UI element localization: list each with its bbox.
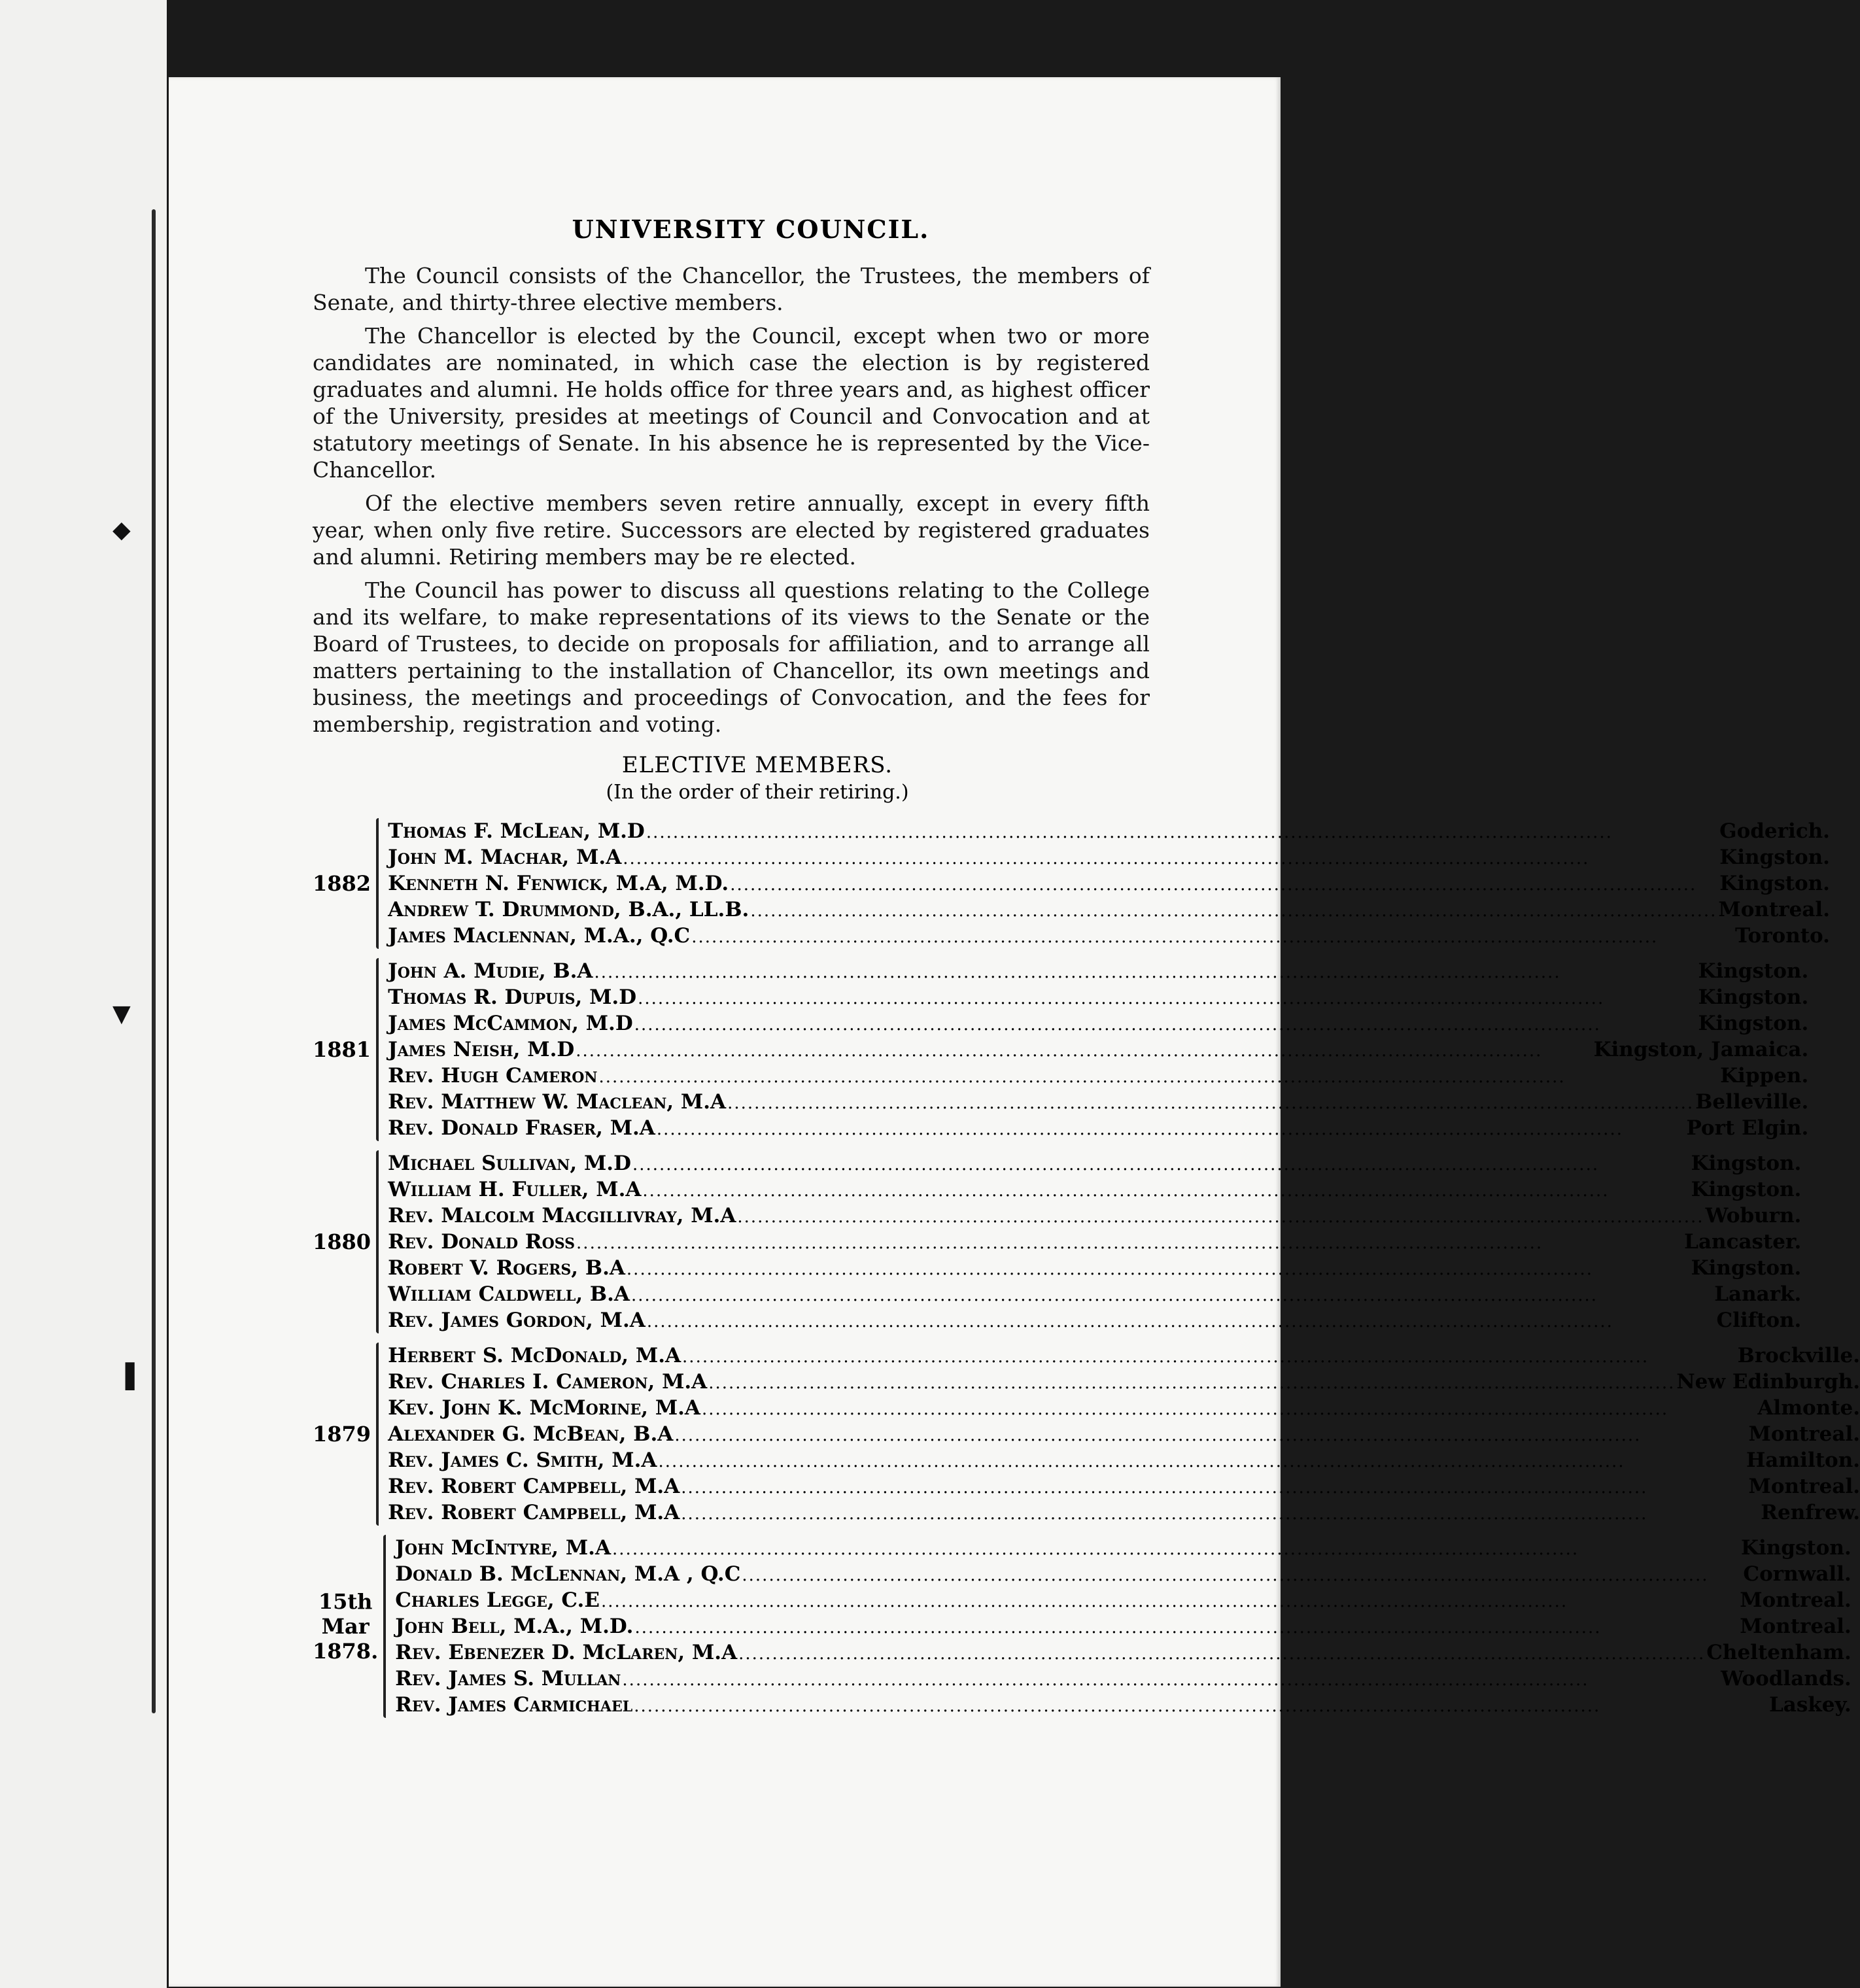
member-place: Woburn. bbox=[1705, 1204, 1802, 1227]
member-row bbox=[388, 923, 1830, 949]
member-name: Rev. Ebenezer D. McLaren, M.A bbox=[395, 1641, 738, 1664]
member-place: Goderich. bbox=[1719, 819, 1830, 843]
dot-leader bbox=[634, 1012, 1697, 1038]
dot-leader bbox=[646, 819, 1718, 846]
member-place: Woodlands. bbox=[1721, 1667, 1851, 1690]
member-row bbox=[388, 1229, 1801, 1255]
member-name: Michael Sullivan, M.D bbox=[388, 1152, 631, 1175]
dot-leader bbox=[681, 1475, 1747, 1501]
page-content bbox=[313, 214, 1860, 1727]
dot-leader bbox=[750, 898, 1717, 924]
paragraph: The Chancellor is elected by the Council, except when two or more candidates are nominated, in which case the election is by registered graduates and alumni. He holds office for three years and, as highest officer of the University, presides at meetings of Council and Convocation and at statutory meetings of Senate. In his absence he is represented by the Vice-Chancellor. bbox=[313, 323, 1150, 483]
member-place: Kingston. bbox=[1741, 1536, 1851, 1560]
member-name: William H. Fuller, M.A bbox=[388, 1178, 642, 1201]
member-place: Cornwall. bbox=[1743, 1562, 1851, 1586]
paragraph: The Council consists of the Chancellor, the Trustees, the members of Senate, and thirty-three elective members. bbox=[313, 263, 1150, 315]
member-place: Hamilton. bbox=[1746, 1448, 1860, 1472]
previous-page-strip bbox=[0, 0, 167, 1988]
member-place: Belleville. bbox=[1695, 1090, 1809, 1114]
dot-leader bbox=[737, 1204, 1704, 1230]
member-name: John M. Machar, M.A bbox=[388, 846, 622, 869]
elective-members-note: (In the order of their retiring.) bbox=[606, 781, 909, 804]
dot-leader bbox=[631, 1282, 1713, 1309]
page-title: UNIVERSITY COUNCIL. bbox=[572, 214, 930, 244]
dot-leader bbox=[681, 1501, 1759, 1527]
member-row bbox=[388, 984, 1808, 1010]
member-row bbox=[395, 1639, 1851, 1666]
dot-leader bbox=[727, 1090, 1694, 1116]
member-row bbox=[395, 1587, 1851, 1613]
member-name: James Maclennan, M.A., Q.C bbox=[388, 924, 691, 948]
member-row bbox=[388, 1473, 1860, 1500]
document-page bbox=[169, 77, 1860, 1987]
member-name: William Caldwell, B.A bbox=[388, 1282, 630, 1306]
dot-leader bbox=[627, 1256, 1690, 1282]
member-row bbox=[388, 1063, 1808, 1089]
dot-leader bbox=[674, 1422, 1747, 1448]
member-row bbox=[388, 1281, 1801, 1307]
page-mark: ◆ bbox=[112, 517, 131, 543]
member-row bbox=[388, 844, 1830, 870]
retiring-year: 1880 bbox=[313, 1229, 371, 1254]
member-place: Montreal. bbox=[1748, 1475, 1860, 1498]
dot-leader bbox=[599, 1064, 1719, 1090]
dot-leader bbox=[647, 1309, 1715, 1335]
member-name: John Bell, M.A., M.D. bbox=[395, 1615, 634, 1638]
member-place: Kingston. bbox=[1691, 1256, 1802, 1280]
dot-leader bbox=[612, 1536, 1740, 1562]
dot-leader bbox=[622, 1667, 1719, 1693]
brace-bracket bbox=[376, 1150, 379, 1333]
member-row bbox=[388, 1255, 1801, 1281]
page-mark: ▼ bbox=[112, 1001, 131, 1027]
binding-edge bbox=[152, 209, 156, 1713]
member-group bbox=[313, 958, 1809, 1141]
member-group bbox=[313, 1535, 1851, 1718]
member-place: Kingston. bbox=[1698, 985, 1809, 1009]
dot-leader bbox=[742, 1562, 1742, 1588]
member-name: Kenneth N. Fenwick, M.A, M.D. bbox=[388, 872, 729, 895]
member-row bbox=[388, 1010, 1808, 1037]
dot-leader bbox=[576, 1038, 1592, 1064]
member-name: Rev. James S. Mullan bbox=[395, 1667, 621, 1690]
member-row bbox=[388, 870, 1830, 897]
member-row bbox=[388, 1307, 1801, 1333]
dot-leader bbox=[658, 1448, 1745, 1475]
member-place: Cheltenham. bbox=[1706, 1641, 1851, 1664]
member-name: James McCammon, M.D bbox=[388, 1012, 633, 1035]
member-name: Thomas F. McLean, M.D bbox=[388, 819, 645, 843]
brace-bracket bbox=[383, 1535, 386, 1718]
member-name: Rev. Donald Ross bbox=[388, 1230, 576, 1254]
member-place: Kingston. bbox=[1719, 872, 1830, 895]
member-group bbox=[313, 1343, 1860, 1526]
member-row bbox=[388, 897, 1830, 923]
dot-leader bbox=[738, 1641, 1705, 1667]
member-row bbox=[388, 1343, 1860, 1369]
member-row bbox=[388, 818, 1830, 844]
member-place: Brockville. bbox=[1737, 1344, 1860, 1367]
member-place: Kingston. bbox=[1691, 1178, 1802, 1201]
retiring-year: 1882 bbox=[313, 871, 371, 896]
member-name: Rev. Robert Campbell, M.A bbox=[388, 1501, 680, 1524]
member-place: Kingston. bbox=[1698, 959, 1809, 983]
member-place: Laskey. bbox=[1768, 1693, 1851, 1717]
paragraph: The Council has power to discuss all questions relating to the College and its welfare, to make representations of its views to the Senate or the Board of Trustees, to decide on proposals for affiliation, and to arrange all matters pertaining to the installation of Chancellor, its own meetings and business, the meetings and proceedings of Convocation, and the fees for membership, registration and voting. bbox=[313, 577, 1150, 737]
member-row bbox=[395, 1561, 1851, 1587]
member-name: Charles Legge, C.E bbox=[395, 1588, 600, 1612]
member-name: John McIntyre, M.A bbox=[395, 1536, 611, 1560]
dot-leader bbox=[657, 1116, 1685, 1142]
dot-leader bbox=[634, 1615, 1738, 1641]
member-name: Alexander G. McBean, B.A bbox=[388, 1422, 674, 1446]
member-name: Rev. Malcolm Macgillivray, M.A bbox=[388, 1204, 736, 1227]
dot-leader bbox=[634, 1693, 1768, 1719]
member-list bbox=[395, 1535, 1851, 1718]
intro-paragraphs bbox=[313, 262, 1150, 738]
dot-leader bbox=[632, 1152, 1690, 1178]
member-name: Kev. John K. McMorine, M.A bbox=[388, 1396, 700, 1420]
member-name: Thomas R. Dupuis, M.D bbox=[388, 985, 637, 1009]
member-place: Lanark. bbox=[1714, 1282, 1802, 1306]
member-row bbox=[388, 1037, 1808, 1063]
member-row bbox=[388, 1115, 1808, 1141]
member-place: Montreal. bbox=[1740, 1615, 1851, 1638]
brace-bracket bbox=[376, 818, 379, 949]
member-name: Donald B. McLennan, M.A , Q.C bbox=[395, 1562, 741, 1586]
member-name: Rev. James Gordon, M.A bbox=[388, 1309, 646, 1332]
dot-leader bbox=[601, 1588, 1738, 1615]
dot-leader bbox=[638, 985, 1696, 1012]
member-row bbox=[388, 1369, 1860, 1395]
brace-bracket bbox=[376, 958, 379, 1141]
member-row bbox=[388, 1150, 1801, 1176]
member-list bbox=[388, 1343, 1860, 1526]
member-name: Rev. Charles I. Cameron, M.A bbox=[388, 1370, 708, 1394]
member-row bbox=[395, 1692, 1851, 1718]
page-mark: ▌ bbox=[126, 1363, 144, 1390]
dot-leader bbox=[730, 872, 1718, 898]
dot-leader bbox=[623, 846, 1718, 872]
member-place: Montreal. bbox=[1748, 1422, 1860, 1446]
retiring-year: 15th Mar 1878. bbox=[313, 1589, 379, 1664]
member-row bbox=[388, 1500, 1860, 1526]
member-name: Rev. Robert Campbell, M.A bbox=[388, 1475, 680, 1498]
retiring-year: 1881 bbox=[313, 1037, 371, 1062]
member-name: John A. Mudie, B.A bbox=[388, 959, 593, 983]
member-list bbox=[388, 958, 1808, 1141]
dot-leader bbox=[576, 1230, 1683, 1256]
brace-bracket bbox=[376, 1343, 379, 1526]
member-row bbox=[395, 1613, 1851, 1639]
dot-leader bbox=[708, 1370, 1675, 1396]
member-list bbox=[388, 1150, 1801, 1333]
dot-leader bbox=[682, 1344, 1736, 1370]
member-name: Herbert S. McDonald, M.A bbox=[388, 1344, 681, 1367]
member-row bbox=[388, 1203, 1801, 1229]
member-place: Renfrew. bbox=[1761, 1501, 1860, 1524]
member-place: Kingston. bbox=[1691, 1152, 1802, 1175]
member-place: Montreal. bbox=[1718, 898, 1830, 921]
member-row bbox=[395, 1666, 1851, 1692]
member-place: Kingston. bbox=[1719, 846, 1830, 869]
member-name: Andrew T. Drummond, B.A., LL.B. bbox=[388, 898, 749, 921]
member-place: Montreal. bbox=[1740, 1588, 1851, 1612]
member-groups bbox=[313, 818, 1860, 1718]
member-row bbox=[388, 1421, 1860, 1447]
member-group bbox=[313, 1150, 1802, 1333]
dot-leader bbox=[691, 924, 1734, 950]
member-row bbox=[388, 1395, 1860, 1421]
member-row bbox=[388, 958, 1808, 984]
member-place: Kippen. bbox=[1720, 1064, 1809, 1088]
member-name: Rev. Hugh Cameron bbox=[388, 1064, 598, 1088]
member-place: New Edinburgh. bbox=[1676, 1370, 1860, 1394]
member-name: Rev. James Carmichael bbox=[395, 1693, 633, 1717]
member-place: Toronto. bbox=[1735, 924, 1830, 948]
member-place: Kingston. bbox=[1698, 1012, 1809, 1035]
member-name: James Neish, M.D bbox=[388, 1038, 575, 1061]
member-name: Robert V. Rogers, B.A bbox=[388, 1256, 625, 1280]
member-group bbox=[313, 818, 1830, 949]
member-list bbox=[388, 818, 1830, 949]
dot-leader bbox=[642, 1178, 1689, 1204]
dot-leader bbox=[702, 1396, 1756, 1422]
member-place: Lancaster. bbox=[1684, 1230, 1802, 1254]
paragraph: Of the elective members seven retire annually, except in every fifth year, when only five retire. Successors are elected by registered graduates and alumni. Retiring members may be re elected. bbox=[313, 490, 1150, 570]
member-place: Kingston, Jamaica. bbox=[1593, 1038, 1809, 1061]
member-place: Port Elgin. bbox=[1686, 1116, 1809, 1140]
member-row bbox=[388, 1176, 1801, 1203]
member-name: Rev. James C. Smith, M.A bbox=[388, 1448, 657, 1472]
member-row bbox=[388, 1447, 1860, 1473]
retiring-year: 1879 bbox=[313, 1422, 371, 1447]
member-name: Rev. Donald Fraser, M.A bbox=[388, 1116, 655, 1140]
elective-members-heading: ELECTIVE MEMBERS. bbox=[621, 752, 893, 778]
member-row bbox=[395, 1535, 1851, 1561]
dot-leader bbox=[594, 959, 1697, 985]
member-name: Rev. Matthew W. Maclean, M.A bbox=[388, 1090, 727, 1114]
member-place: Almonte. bbox=[1757, 1396, 1860, 1420]
member-place: Clifton. bbox=[1716, 1309, 1802, 1332]
member-row bbox=[388, 1089, 1808, 1115]
